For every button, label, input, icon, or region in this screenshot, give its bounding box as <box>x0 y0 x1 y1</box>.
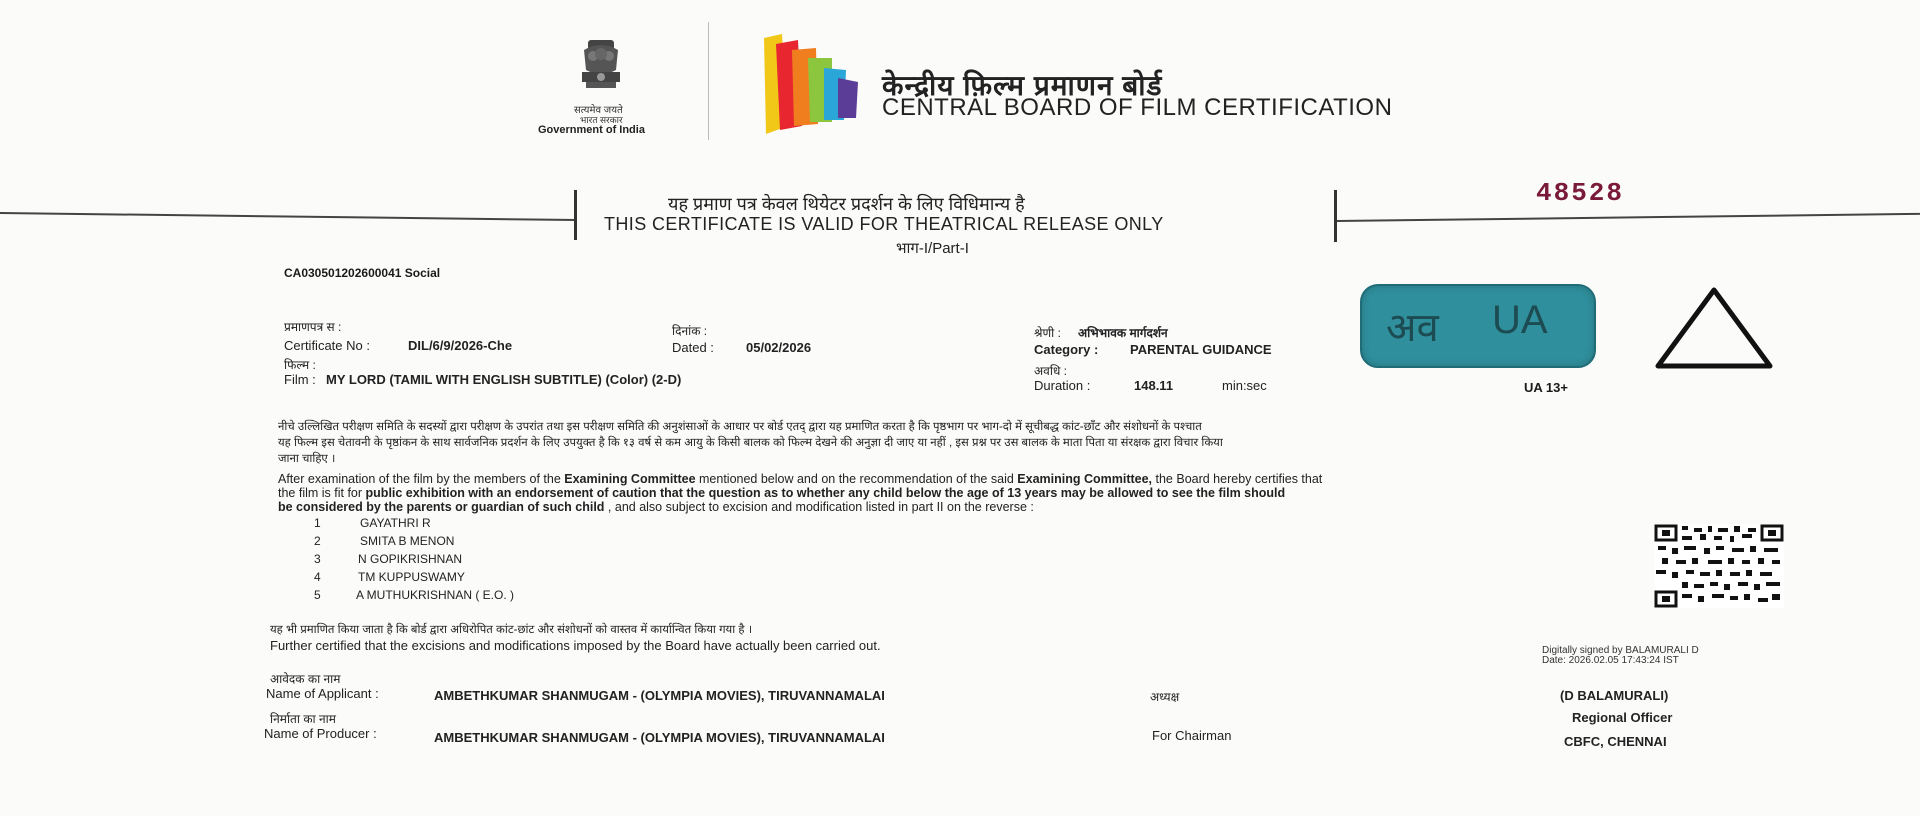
digital-signature-line-1: Digitally signed by BALAMURALI D <box>1542 645 1699 656</box>
hindi-para-line-3: जाना चाहिए । <box>278 453 336 465</box>
producer-hindi: निर्माता का नाम <box>270 712 336 726</box>
banner-bracket-right <box>1334 190 1337 242</box>
further-english: Further certified that the excisions and modifications imposed by the Board have actually been carried out. <box>270 638 881 653</box>
examining-committee-term: Examining Committee <box>564 472 696 486</box>
film-label: Film : <box>284 372 316 387</box>
government-label: Government of India <box>538 124 645 136</box>
reference-number: CA030501202600041 Social <box>284 266 441 280</box>
rating-label: UA 13+ <box>1524 380 1568 395</box>
committee-num: 1 <box>314 516 321 530</box>
rating-badge-english: UA <box>1492 298 1548 342</box>
hindi-para-line-2: यह फिल्म इस चेतावनी के पृष्ठांकन के साथ सार्वजनिक प्रदर्शन के लिए उपयुक्त है कि १३ वर्ष से कम आयु के किसी बालक को फिल्म देखने की अनुज्ञा दी जाए या नहीं , इस प्रश्न पर उस बालक के माता पिता या संरक्षक द्वारा विचार किया <box>278 437 1223 449</box>
validity-english: THIS CERTIFICATE IS VALID FOR THEATRICAL RELEASE ONLY <box>604 214 1164 234</box>
cert-no-label: Certificate No : <box>284 338 370 353</box>
emblem-motto: सत्यमेव जयते <box>574 105 623 116</box>
category-value: PARENTAL GUIDANCE <box>1130 342 1272 357</box>
officer-title: Regional Officer <box>1572 710 1673 725</box>
caution-endorsement-end: be considered by the parents or guardian of such child <box>278 500 605 514</box>
duration-label: Duration : <box>1034 378 1091 393</box>
digital-signature-line-2: Date: 2026.02.05 17:43:24 IST <box>1542 655 1679 666</box>
triangle-icon <box>1654 286 1774 370</box>
category-label: Category : <box>1034 342 1099 357</box>
eng-para-line-1 <box>278 472 1322 486</box>
category-hindi-label: श्रेणी : <box>1034 326 1061 340</box>
officer-office: CBFC, CHENNAI <box>1564 734 1667 749</box>
rating-badge-hindi: अव <box>1386 306 1439 350</box>
committee-num: 4 <box>314 570 321 584</box>
chairman-hindi: अध्यक्ष <box>1150 690 1180 704</box>
eng-line1-part: the Board hereby certifies that <box>1152 472 1323 486</box>
eng-line2-part: the film is fit for <box>278 486 366 500</box>
for-chairman: For Chairman <box>1152 728 1232 743</box>
committee-member: SMITA B MENON <box>360 534 455 548</box>
examining-committee-term: Examining Committee, <box>1017 472 1153 486</box>
eng-line3-part: , and also subject to excision and modification listed in part II on the reverse : <box>604 500 1034 514</box>
eng-line1-part: After examination of the film by the members of the <box>278 472 565 486</box>
committee-member: GAYATHRI R <box>360 516 431 530</box>
officer-name: (D BALAMURALI) <box>1560 688 1669 703</box>
part-label: भाग-I/Part-I <box>896 240 969 257</box>
applicant-label: Name of Applicant : <box>266 686 379 701</box>
banner-bracket-left <box>574 190 577 240</box>
duration-value: 148.11 <box>1134 378 1174 393</box>
date-label: Dated : <box>672 340 714 355</box>
caution-endorsement: public exhibition with an endorsement of caution that the question as to whether any child below the age of 13 years may be allowed to see the film should <box>365 486 1286 500</box>
date-value: 05/02/2026 <box>746 340 812 355</box>
committee-member: N GOPIKRISHNAN <box>358 552 463 566</box>
eng-para-line-3 <box>278 500 1034 514</box>
cbfc-logo-icon <box>758 30 870 136</box>
header-divider <box>708 22 709 140</box>
category-hindi-value: अभिभावक मार्गदर्शन <box>1078 326 1168 340</box>
rating-badge <box>1360 284 1596 368</box>
hindi-para-line-1: नीचे उल्लिखित परीक्षण समिति के सदस्यों द्वारा परीक्षण के उपरांत तथा इस परीक्षण समिति की अनुशंसाओं के आधार पर बोर्ड एतद् द्वारा यह प्रमाणित करता है कि पृष्ठभाग पर भाग-दो में सूचीबद्ध कांट-छाँट और संशोधनों के पश्चात <box>278 421 1202 433</box>
further-hindi: यह भी प्रमाणित किया जाता है कि बोर्ड द्वारा अधिरोपित कांट-छांट और संशोधनों को वास्तव में कार्यान्वित किया गया है । <box>270 624 753 636</box>
duration-hindi: अवधि : <box>1034 364 1067 378</box>
committee-num: 3 <box>314 552 321 566</box>
banner-rule-left <box>0 212 577 221</box>
cbfc-title-hindi: केन्द्रीय फ़िल्म प्रमाणन बोर्ड <box>882 70 1163 101</box>
eng-line1-part: mentioned below and on the recommendation of the said <box>695 472 1018 486</box>
qr-code <box>1654 524 1784 608</box>
committee-num: 2 <box>314 534 321 548</box>
producer-value: AMBETHKUMAR SHANMUGAM - (OLYMPIA MOVIES), TIRUVANNAMALAI <box>434 730 885 745</box>
validity-hindi: यह प्रमाण पत्र केवल थियेटर प्रदर्शन के लिए विधिमान्य है <box>668 194 1025 214</box>
emblem-govt-hindi: भारत सरकार <box>580 115 623 125</box>
banner-rule-right <box>1337 213 1920 222</box>
duration-unit: min:sec <box>1222 378 1267 393</box>
film-value: MY LORD (TAMIL WITH ENGLISH SUBTITLE) (Color) (2-D) <box>326 372 682 387</box>
cert-no-hindi: प्रमाणपत्र स : <box>284 320 342 334</box>
applicant-value: AMBETHKUMAR SHANMUGAM - (OLYMPIA MOVIES), TIRUVANNAMALAI <box>434 688 885 703</box>
committee-num: 5 <box>314 588 321 602</box>
serial-number: 48528 <box>1536 178 1625 208</box>
eng-para-line-2 <box>278 486 1285 500</box>
cert-no-value: DIL/6/9/2026-Che <box>408 338 513 353</box>
committee-member: A MUTHUKRISHNAN ( E.O. ) <box>356 588 515 602</box>
applicant-hindi: आवेदक का नाम <box>270 672 341 686</box>
national-emblem-icon <box>566 34 636 106</box>
producer-label: Name of Producer : <box>264 726 377 741</box>
film-hindi: फिल्म : <box>284 358 316 372</box>
committee-member: TM KUPPUSWAMY <box>358 570 465 584</box>
date-hindi: दिनांक : <box>672 324 708 338</box>
cbfc-title-english: CENTRAL BOARD OF FILM CERTIFICATION <box>882 94 1393 121</box>
